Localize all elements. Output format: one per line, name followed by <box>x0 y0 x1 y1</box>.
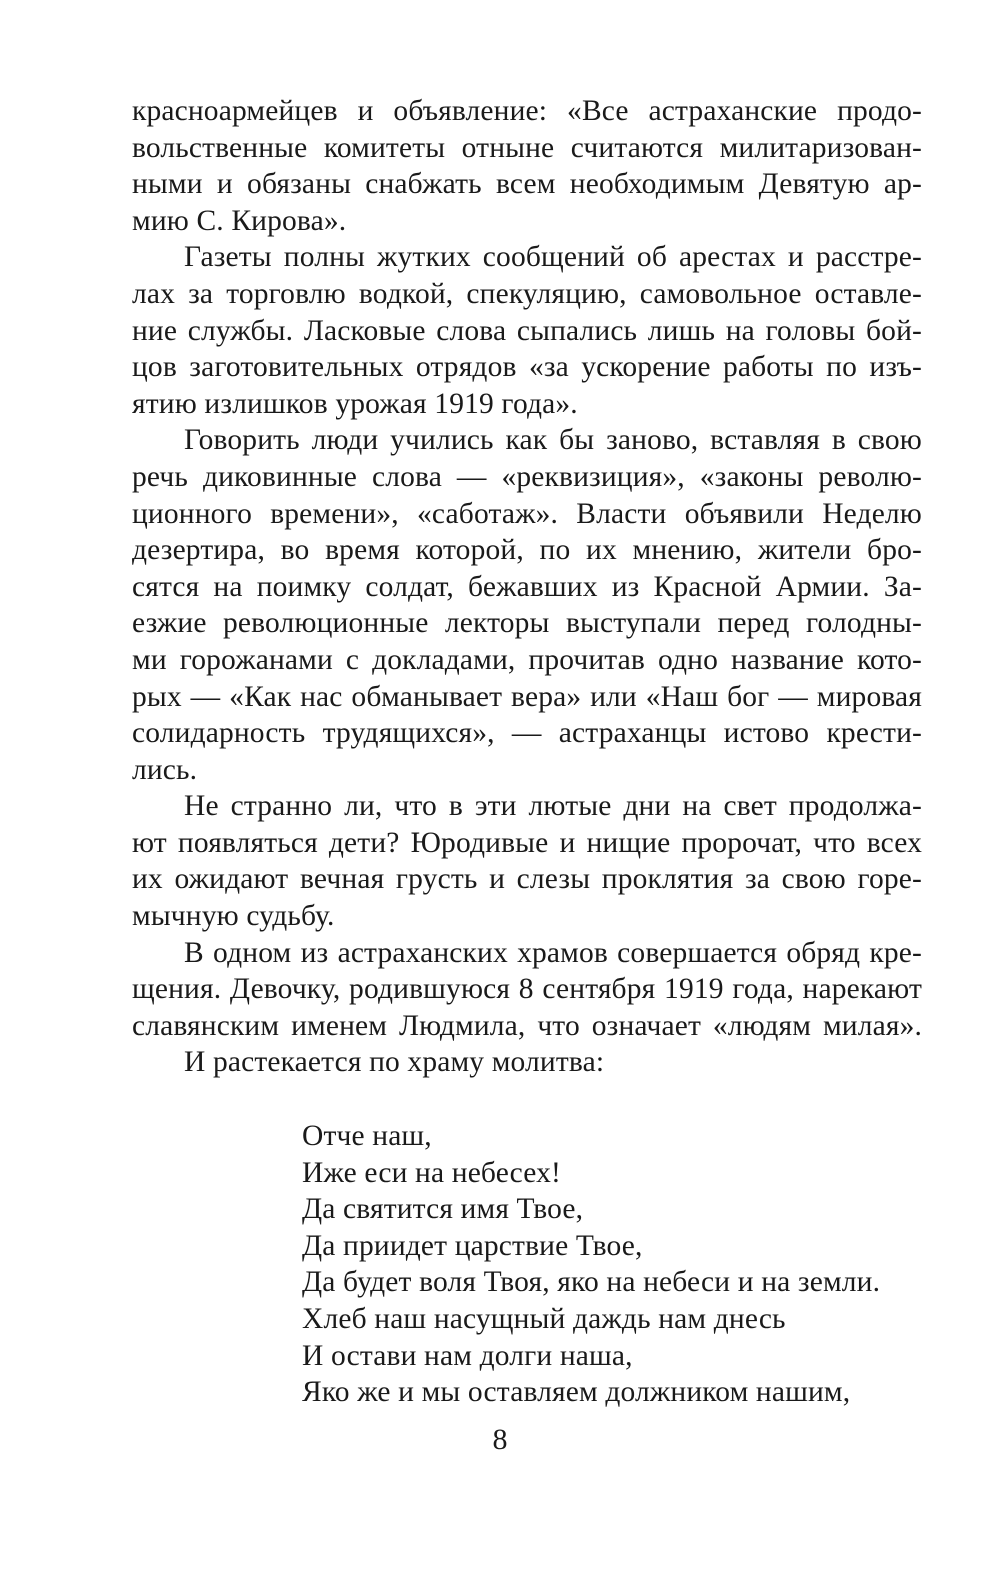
verse-line: Яко же и мы оставляем должником нашим, <box>302 1376 851 1409</box>
text-line: славянским именем Людмила, что означает «людям милая». <box>132 1009 922 1042</box>
text-line: Не странно ли, что в эти лютые дни на свет продолжа- <box>184 790 922 823</box>
text-line: цов заготовительных отрядов «за ускорение работы по изъ- <box>132 351 922 384</box>
text-line: лах за торговлю водкой, спекуляцию, самовольное оставле- <box>132 277 922 310</box>
text-line: ными и обязаны снабжать всем необходимым Девятую ар- <box>132 168 922 201</box>
verse-line: Да святится имя Твое, <box>302 1193 584 1226</box>
text-line: мычную судьбу. <box>132 900 335 933</box>
prayer-verse <box>302 1118 922 1411</box>
text-line: Газеты полны жутких сообщений об арестах и расстре- <box>184 241 922 274</box>
page-number: 8 <box>492 1423 508 1456</box>
text-line: В одном из астраханских храмов совершается обряд кре- <box>184 936 922 969</box>
text-line: щения. Девочку, родившуюся 8 сентября 1919 года, нарекают <box>132 973 922 1006</box>
text-line: ми горожанами с докладами, прочитав одно название кото- <box>132 643 922 676</box>
verse-line: Отче наш, <box>302 1120 432 1152</box>
text-line: ятию излишков урожая 1919 года». <box>132 387 578 420</box>
verse-line: И остави нам долги наша, <box>302 1339 633 1372</box>
text-line: ют появляться дети? Юродивые и нищие пророчат, что всех <box>132 826 922 859</box>
verse-line: Да приидет царствие Твое, <box>302 1229 643 1262</box>
text-line: красноармейцев и объявление: «Все астраханские продо- <box>132 95 922 127</box>
text-line: ние службы. Ласковые слова сыпались лишь на головы бой- <box>132 314 922 347</box>
verse-line: Да будет воля Твоя, яко на небеси и на земли. <box>302 1266 881 1299</box>
text-line: их ожидают вечная грусть и слезы проклятия за свою горе- <box>132 863 922 896</box>
text-line: езжие революционные лекторы выступали перед голодны- <box>132 607 922 640</box>
text-line: речь диковинные слова — «реквизиция», «законы револю- <box>132 460 922 493</box>
text-line: рых — «Как нас обманывает вера» или «Наш бог — мировая <box>132 680 922 713</box>
text-line: дезертира, во время которой, по их мнению, жители бро- <box>132 534 922 567</box>
text-line: И растекается по храму молитва: <box>184 1046 605 1079</box>
text-line: лись. <box>132 753 198 786</box>
prose-body <box>132 93 922 1081</box>
text-line: солидарность трудящихся», — астраханцы истово кpести- <box>132 717 922 750</box>
text-line: ционного времени», «саботаж». Власти объявили Неделю <box>132 497 922 530</box>
text-line: вольственные комитеты отныне считаются милитаризован- <box>132 131 922 164</box>
text-line: мию С. Кирова». <box>132 204 347 237</box>
text-line: Говорить люди учились как бы заново, вставляя в свою <box>184 424 922 457</box>
text-line: сятся на поимку солдат, бежавших из Красной Армии. За- <box>132 570 922 603</box>
verse-line: Хлеб наш насущный даждь нам днесь <box>302 1302 786 1335</box>
verse-line: Иже еси на небесех! <box>302 1156 562 1189</box>
